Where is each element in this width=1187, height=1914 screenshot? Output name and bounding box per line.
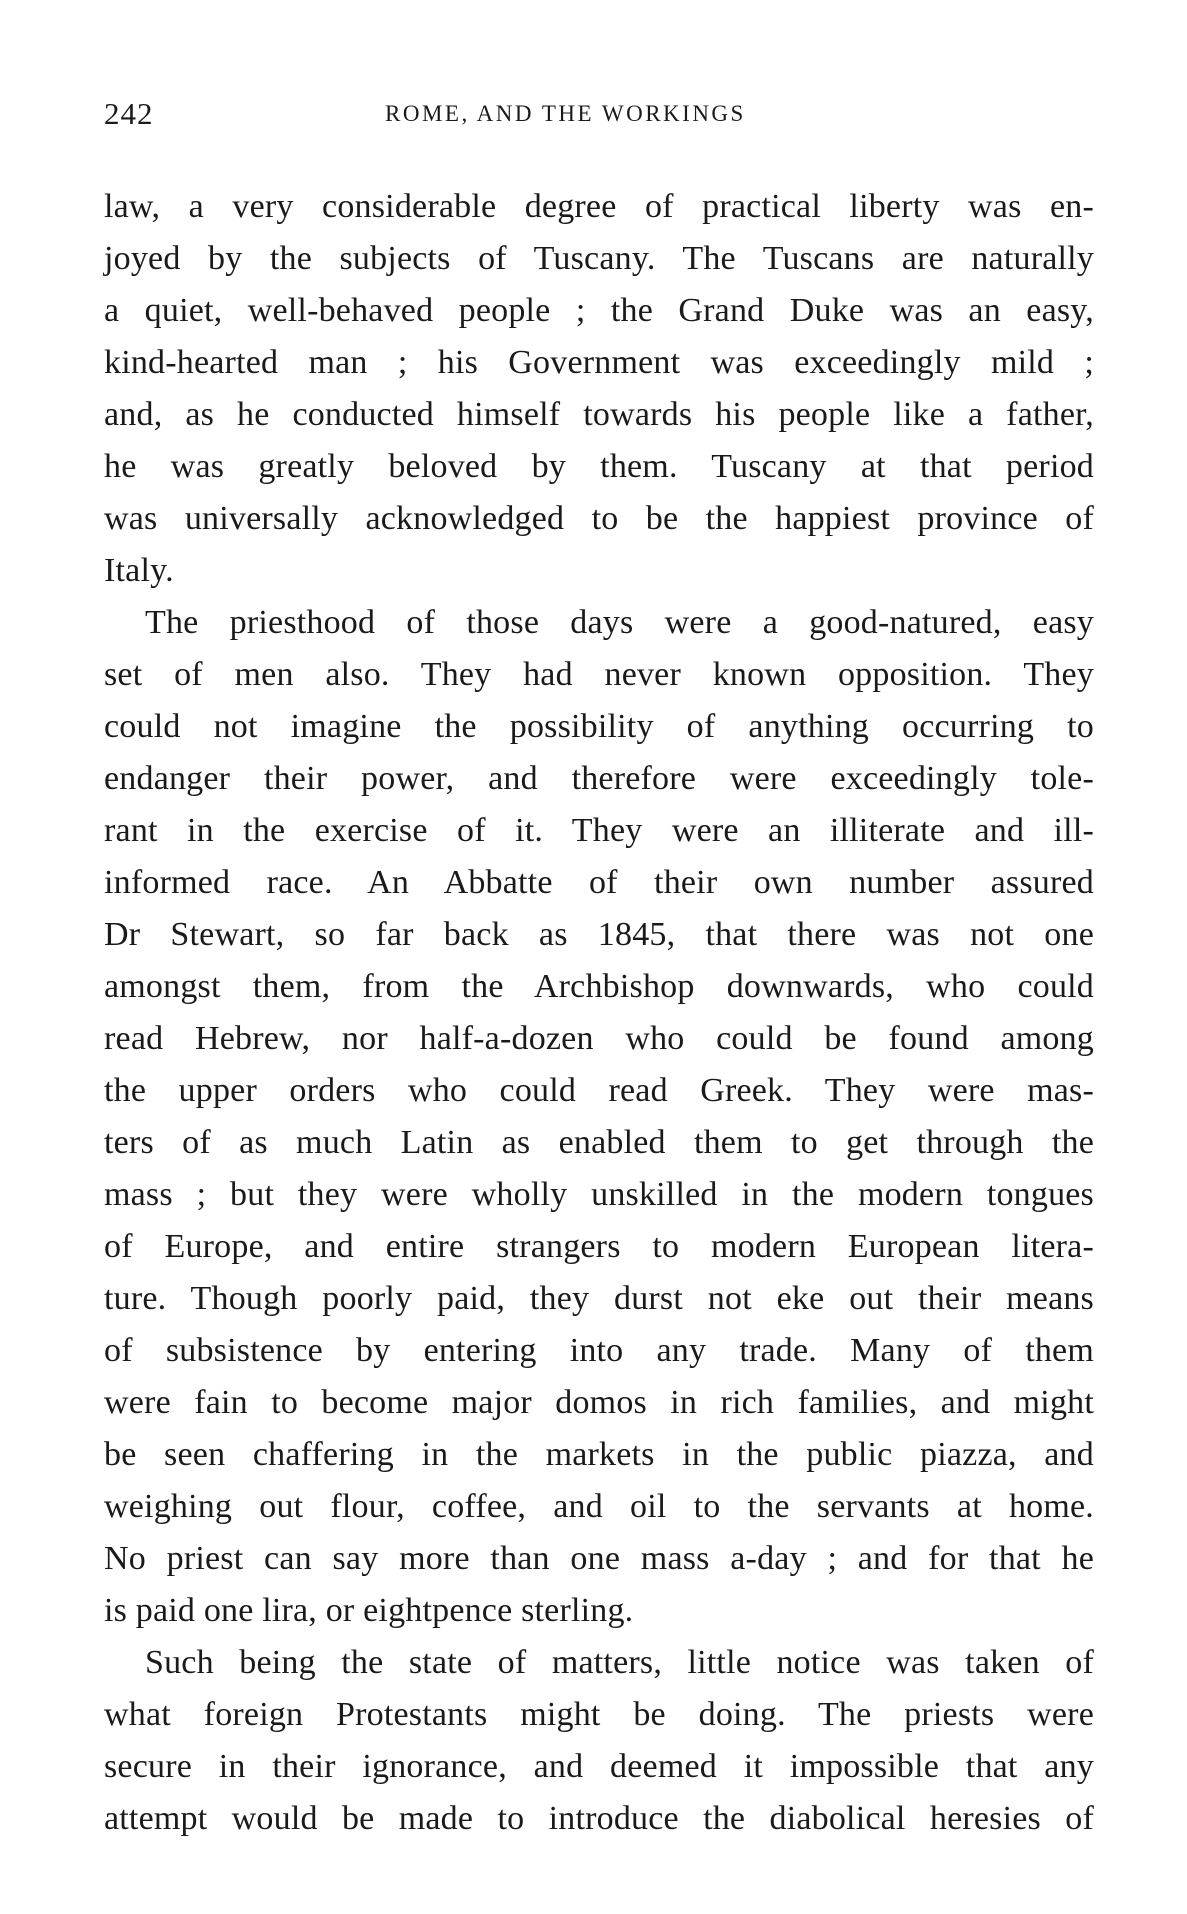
- text-line: of Europe, and entire strangers to modern European litera-: [104, 1228, 1094, 1265]
- page-number: 242: [104, 96, 154, 131]
- text-line: Italy.: [104, 552, 174, 589]
- text-line: informed race. An Abbatte of their own number assured: [104, 864, 1094, 901]
- text-line: mass ; but they were wholly unskilled in the modern tongues: [104, 1176, 1094, 1213]
- text-line: amongst them, from the Archbishop downwards, who could: [104, 968, 1094, 1005]
- text-line: set of men also. They had never known opposition. They: [104, 656, 1094, 693]
- text-line: The priesthood of those days were a good-natured, easy: [145, 604, 1094, 641]
- text-line: read Hebrew, nor half-a-dozen who could be found among: [104, 1020, 1094, 1057]
- text-line: secure in their ignorance, and deemed it impossible that any: [104, 1748, 1094, 1785]
- text-line: Such being the state of matters, little notice was taken of: [145, 1644, 1094, 1681]
- text-line: was universally acknowledged to be the happiest province of: [104, 500, 1094, 537]
- paragraph-1: [104, 181, 1094, 597]
- text-line: of subsistence by entering into any trade. Many of them: [104, 1332, 1094, 1369]
- text-line: rant in the exercise of it. They were an illiterate and ill-: [104, 812, 1094, 849]
- text-line: No priest can say more than one mass a-day ; and for that he: [104, 1540, 1094, 1577]
- text-line: were fain to become major domos in rich families, and might: [104, 1384, 1094, 1421]
- paragraph-3: [104, 1637, 1094, 1845]
- text-line: the upper orders who could read Greek. They were mas-: [104, 1072, 1094, 1109]
- running-head: [104, 96, 1094, 132]
- text-line: could not imagine the possibility of anything occurring to: [104, 708, 1094, 745]
- text-line: is paid one lira, or eightpence sterling.: [104, 1592, 634, 1629]
- text-line: kind-hearted man ; his Government was exceedingly mild ;: [104, 344, 1094, 381]
- text-line: be seen chaffering in the markets in the public piazza, and: [104, 1436, 1094, 1473]
- text-line: he was greatly beloved by them. Tuscany at that period: [104, 448, 1094, 485]
- text-line: endanger their power, and therefore were exceedingly tole-: [104, 760, 1094, 797]
- text-line: ters of as much Latin as enabled them to get through the: [104, 1124, 1094, 1161]
- text-line: attempt would be made to introduce the diabolical heresies of: [104, 1800, 1094, 1837]
- body-text: [104, 181, 1094, 1845]
- text-line: law, a very considerable degree of practical liberty was en-: [104, 188, 1094, 225]
- text-line: Dr Stewart, so far back as 1845, that there was not one: [104, 916, 1094, 953]
- text-line: and, as he conducted himself towards his people like a father,: [104, 396, 1094, 433]
- text-line: a quiet, well-behaved people ; the Grand Duke was an easy,: [104, 292, 1094, 329]
- text-line: what foreign Protestants might be doing. The priests were: [104, 1696, 1094, 1733]
- paragraph-2: [104, 597, 1094, 1637]
- text-line: weighing out flour, coffee, and oil to the servants at home.: [104, 1488, 1094, 1525]
- running-title: ROME, AND THE WORKINGS: [385, 101, 746, 126]
- text-line: joyed by the subjects of Tuscany. The Tuscans are naturally: [104, 240, 1094, 277]
- text-line: ture. Though poorly paid, they durst not eke out their means: [104, 1280, 1094, 1317]
